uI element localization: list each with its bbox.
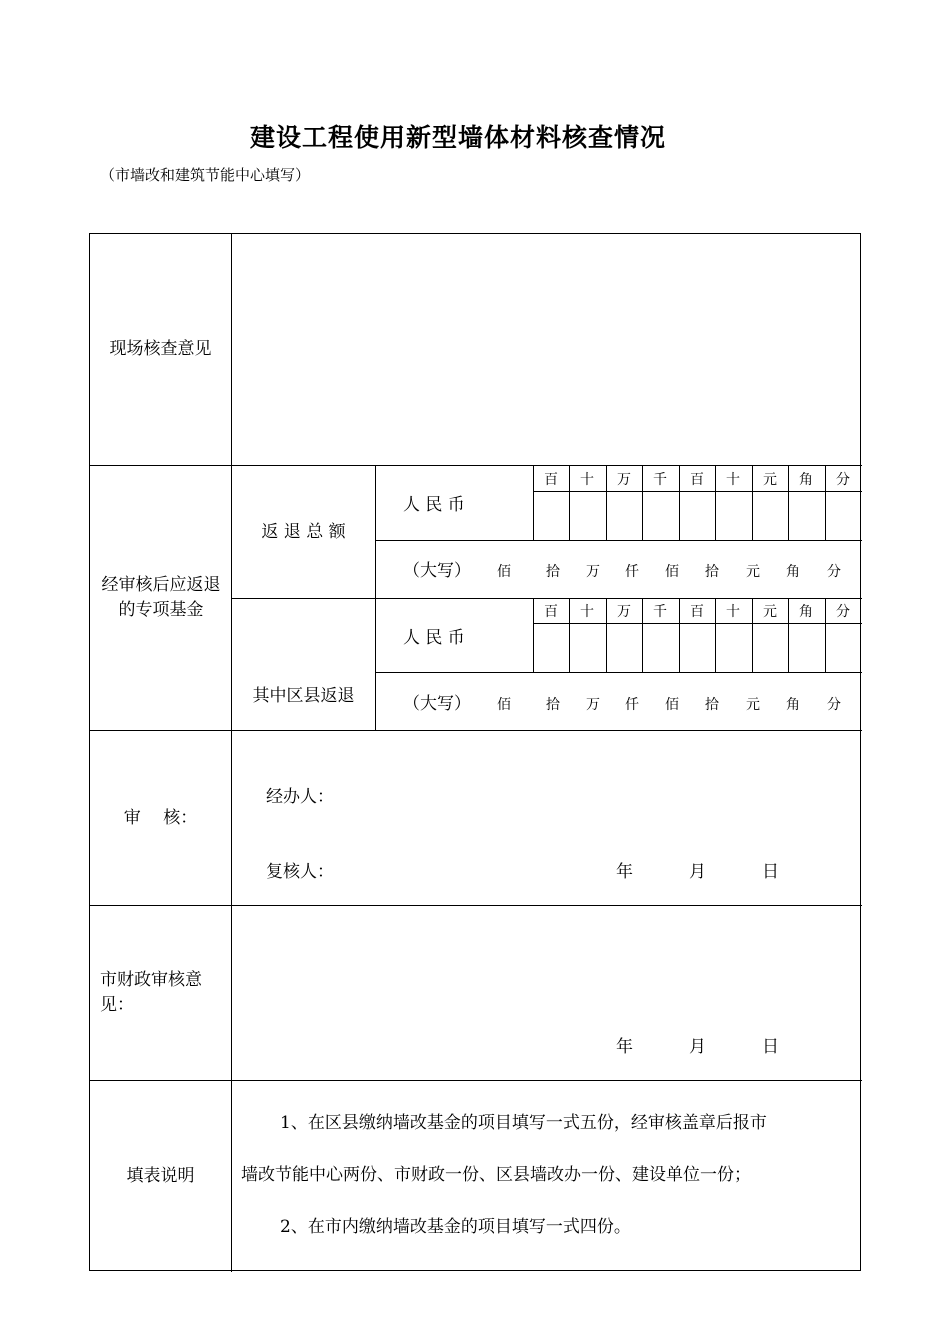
finance-month-label: 月	[689, 1037, 706, 1057]
review-label: 审 核：	[123, 807, 198, 828]
digit-unit-header: 十	[580, 604, 594, 620]
daxie-unit: 拾	[705, 697, 719, 713]
digit-unit-header: 十	[726, 604, 740, 620]
digit-unit-header: 百	[690, 472, 704, 488]
daxie-unit: 元	[746, 564, 760, 580]
daxie-unit: 佰	[497, 564, 511, 580]
instruction-line-1: 1、在区县缴纳墙改基金的项目填写一式五份，经审核盖章后报市	[280, 1113, 767, 1133]
daxie-unit: 分	[827, 697, 841, 713]
daxie-unit: 万	[586, 564, 600, 580]
instructions-label: 填表说明	[126, 1165, 195, 1186]
checker-field: 复核人：	[266, 862, 334, 882]
refund-fund-label: 经审核后应返退的专项基金	[101, 575, 221, 620]
handler-field: 经办人：	[266, 787, 334, 807]
refund-daxie-divider	[376, 672, 862, 673]
daxie-unit: 角	[786, 697, 800, 713]
review-day-label: 日	[762, 862, 779, 882]
daxie-unit: 角	[786, 564, 800, 580]
refund-daxie-divider	[376, 540, 862, 541]
instruction-line-3: 2、在市内缴纳墙改基金的项目填写一式四份。	[280, 1217, 631, 1237]
digit-unit-header: 角	[799, 472, 813, 488]
refund-column-divider	[375, 466, 376, 730]
daxie-unit: 拾	[705, 564, 719, 580]
daxie-unit: 仟	[625, 697, 639, 713]
daxie-unit: 分	[827, 564, 841, 580]
finance-review-label: 市财政审核意见：	[100, 970, 202, 1015]
digit-unit-header: 万	[617, 604, 631, 620]
digit-unit-header: 千	[653, 472, 667, 488]
daxie-unit: 佰	[665, 697, 679, 713]
review-month-label: 月	[689, 862, 706, 882]
daxie-unit: 元	[746, 697, 760, 713]
digit-unit-header: 元	[763, 604, 777, 620]
digit-unit-header: 十	[580, 472, 594, 488]
digit-unit-header: 分	[836, 604, 850, 620]
review-year-label: 年	[616, 862, 633, 882]
digit-unit-header: 百	[690, 604, 704, 620]
refund-total-label: 返 退 总 额	[261, 521, 346, 542]
onsite-opinion-label: 现场核查意见	[109, 339, 212, 359]
instruction-line-2: 墙改节能中心两份、市财政一份、区县墙改办一份、建设单位一份；	[241, 1165, 751, 1185]
unit-header-divider	[533, 623, 862, 624]
verification-form	[89, 233, 861, 1271]
digit-unit-header: 元	[763, 472, 777, 488]
finance-year-label: 年	[616, 1037, 633, 1057]
digit-unit-header: 角	[799, 604, 813, 620]
page-subtitle: （市墙改和建筑节能中心填写）	[100, 166, 311, 184]
rmb-label: 人 民 币	[403, 495, 465, 515]
daxie-unit: 佰	[665, 564, 679, 580]
digit-unit-header: 千	[653, 604, 667, 620]
unit-header-divider	[533, 491, 862, 492]
finance-day-label: 日	[762, 1037, 779, 1057]
daxie-unit: 万	[586, 697, 600, 713]
digit-unit-header: 百	[544, 604, 558, 620]
digit-unit-header: 百	[544, 472, 558, 488]
digit-unit-header: 万	[617, 472, 631, 488]
daxie-unit: 仟	[625, 564, 639, 580]
daxie-label: （大写）	[403, 694, 471, 714]
page-title: 建设工程使用新型墙体材料核查情况	[249, 123, 666, 152]
column-divider	[231, 234, 232, 1272]
rmb-label: 人 民 币	[403, 628, 465, 648]
daxie-unit: 佰	[497, 697, 511, 713]
digit-unit-header: 分	[836, 472, 850, 488]
daxie-label: （大写）	[403, 561, 471, 581]
digit-unit-header: 十	[726, 472, 740, 488]
daxie-unit: 拾	[546, 697, 560, 713]
district-refund-label: 其中区县返退	[252, 686, 355, 706]
daxie-unit: 拾	[546, 564, 560, 580]
